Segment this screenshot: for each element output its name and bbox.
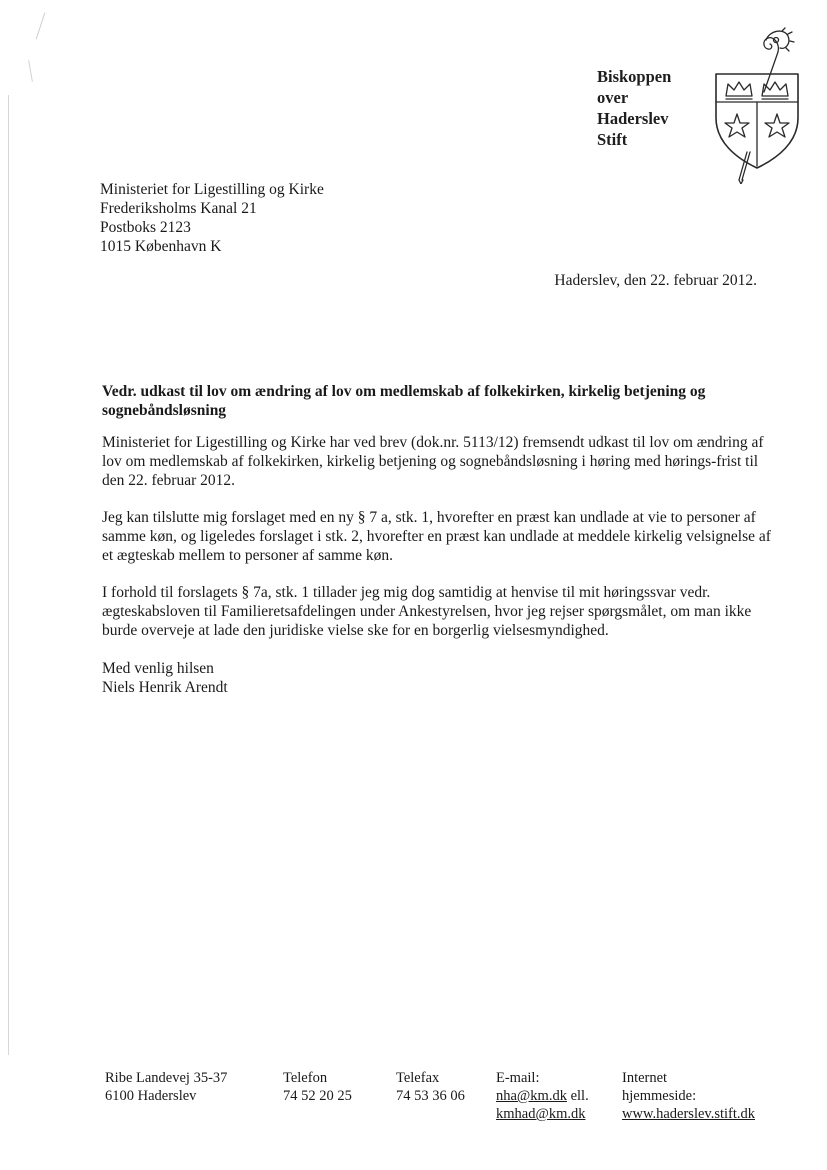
web-label-2: hjemmeside:	[622, 1088, 697, 1104]
email-line	[496, 1087, 589, 1105]
body-paragraph: Ministeriet for Ligestilling og Kirke har ved brev (dok.nr. 5113/12) fremsendt udkast til lov om ændring af lov om medlemskab af folkekirken, kirkelig betjening og sognebåndsløsning i høring med hørings-frist til den 22. februar 2012.	[102, 434, 764, 489]
email-label: E-mail:	[496, 1070, 540, 1086]
bishop-crest-icon	[706, 22, 808, 184]
recipient-line: Frederiksholms Kanal 21	[100, 200, 257, 217]
letter-date: Haderslev, den 22. februar 2012.	[554, 272, 757, 289]
phone-label: Telefon	[283, 1070, 328, 1086]
web-label: Internet	[622, 1070, 668, 1086]
scan-speck	[28, 60, 33, 82]
recipient-line: 1015 København K	[100, 238, 222, 255]
phone-number: 74 52 20 25	[283, 1088, 352, 1104]
footer-address	[105, 1069, 227, 1105]
letter-subject: Vedr. udkast til lov om ændring af lov om medlemskab af folkekirken, kirkelig betjening og sognebåndsløsning	[102, 383, 706, 419]
letterhead-line: Biskoppen	[597, 67, 672, 86]
closing-greeting: Med venlig hilsen	[102, 660, 214, 677]
scan-margin-line	[8, 95, 9, 1055]
footer-phone	[283, 1069, 352, 1105]
letterhead-line: Stift	[597, 130, 628, 149]
footer-fax	[396, 1069, 465, 1105]
body-paragraph: Jeg kan tilslutte mig forslaget med en ny § 7 a, stk. 1, hvorefter en præst kan undlade at vie to personer af samme køn, og ligeledes forslaget i stk. 2, hvorefter en præst kan undlade at meddele kirkelig velsignelse af et ægteskab mellem to personer af samme køn.	[102, 509, 771, 564]
letterhead-line: Haderslev	[597, 109, 669, 128]
fax-label: Telefax	[396, 1070, 440, 1086]
footer-address-line: 6100 Haderslev	[105, 1088, 197, 1104]
letterhead-line: over	[597, 88, 629, 107]
website-link[interactable]: www.haderslev.stift.dk	[622, 1106, 756, 1122]
footer-website	[622, 1069, 755, 1123]
body-paragraph: I forhold til forslagets § 7a, stk. 1 tillader jeg mig dog samtidig at henvise til mit høringssvar vedr. ægteskabsloven til Familieretsafdelingen under Ankestyrelsen, hvor jeg rejser spørgsmålet, om man ikke burde overveje at lade den juridiske vielse ske for en borgerlig vielsesmyndighed.	[102, 584, 752, 639]
recipient-line: Ministeriet for Ligestilling og Kirke	[100, 181, 324, 198]
recipient-address	[100, 180, 324, 256]
footer-email	[496, 1069, 589, 1123]
fax-number: 74 53 36 06	[396, 1088, 465, 1104]
scan-speck	[36, 13, 46, 40]
email-connector: ell.	[566, 1088, 589, 1104]
email-link-secondary[interactable]: kmhad@km.dk	[496, 1106, 586, 1122]
email-link-primary[interactable]: nha@km.dk	[496, 1088, 567, 1104]
letterhead-title	[597, 66, 671, 150]
recipient-line: Postboks 2123	[100, 219, 191, 236]
footer-address-line: Ribe Landevej 35-37	[105, 1070, 228, 1086]
signer-name: Niels Henrik Arendt	[102, 679, 228, 696]
closing-block	[102, 659, 228, 697]
